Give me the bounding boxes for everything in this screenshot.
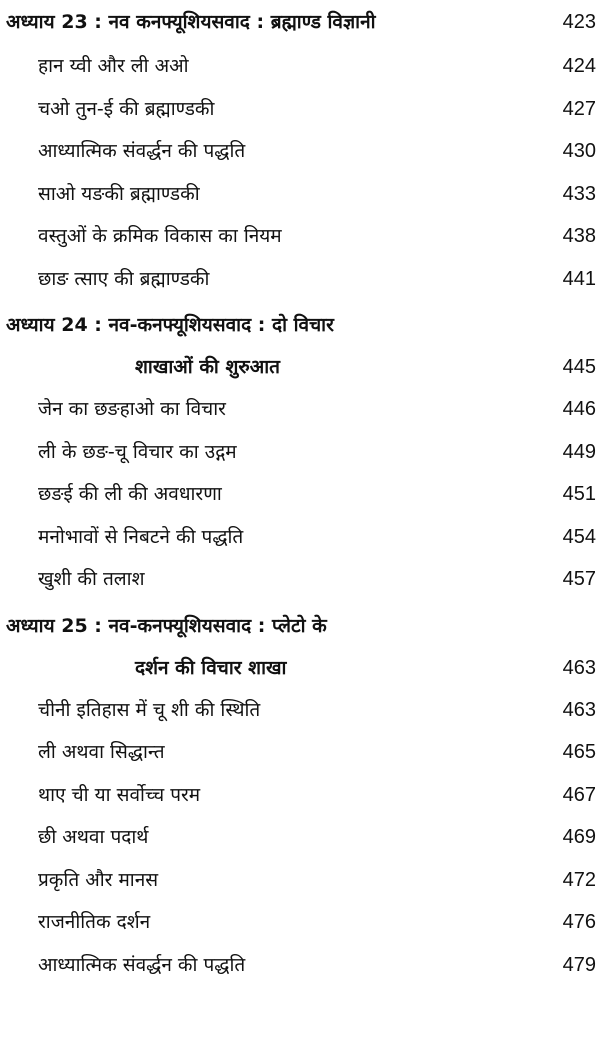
section-title: ली अथवा सिद्धान्त [38,741,165,763]
toc-entry [0,45,600,88]
chapter-heading [0,605,600,689]
toc-entry [0,388,600,431]
toc-entry [0,689,600,732]
section-title: राजनीतिक दर्शन [38,911,151,933]
section-title: आध्यात्मिक संवर्द्धन की पद्धति [38,953,246,976]
toc-entry [0,88,600,131]
section-title: जेन का छङहाओ का विचार [38,398,226,420]
section-title: चओ तुन-ई की ब्रह्माण्डकी [38,97,215,120]
section-page-number: 463 [562,698,596,721]
toc-entry [0,130,600,173]
section-title: आध्यात्मिक संवर्द्धन की पद्धति [38,140,246,162]
section-title: थाए ची या सर्वोच्च परम [38,783,201,806]
chapter-heading [0,304,600,388]
section-title: खुशी की तलाश [38,568,145,590]
chapter-title-line-1: अध्याय 25 : नव-कनफ्यूशियसवाद : प्लेटो के [6,614,327,637]
section-title: छाङ त्साए की ब्रह्माण्डकी [38,267,210,290]
toc-entry [0,173,600,216]
chapter-heading [0,0,600,45]
toc-entry [0,473,600,516]
section-title: मनोभावों से निबटने की पद्धति [38,525,244,548]
toc-entry [0,258,600,301]
chapter-title-line-1: अध्याय 24 : नव-कनफ्यूशियसवाद : दो विचार [6,314,334,336]
toc-entry [0,901,600,944]
toc-entry [0,816,600,859]
section-title: छी अथवा पदार्थ [38,826,149,848]
toc-entry [0,215,600,258]
section-title: हान य्वी और ली अओ [38,55,189,77]
chapter-title: अध्याय 23 : नव कनफ्यूशियसवाद : ब्रह्माण्ड विज्ञानी [6,11,376,33]
toc-entry [0,431,600,474]
section-page-number: 469 [562,826,596,848]
section-page-number: 446 [562,398,596,420]
section-page-number: 438 [562,225,596,247]
section-title: ली के छङ-चू विचार का उद्गम [38,440,237,463]
section-page-number: 433 [562,182,596,205]
section-page-number: 449 [562,440,596,463]
toc-entry [0,516,600,559]
section-page-number: 430 [562,140,596,162]
section-page-number: 451 [562,483,596,505]
section-title: चीनी इतिहास में चू शी की स्थिति [38,698,261,721]
section-page-number: 441 [562,267,596,290]
chapter-page-number: 463 [562,656,596,679]
section-page-number: 476 [562,911,596,933]
chapter-title-line-2: शाखाओं की शुरुआत [135,356,280,378]
toc-entry [0,859,600,902]
toc-entry [0,774,600,817]
section-page-number: 467 [562,783,596,806]
section-page-number: 479 [562,953,596,976]
toc-entry [0,944,600,987]
section-title: साओ यङकी ब्रह्माण्डकी [38,182,200,205]
section-page-number: 454 [562,525,596,548]
chapter-title-line-2: दर्शन की विचार शाखा [135,656,287,679]
chapter-page-number: 445 [562,356,596,378]
section-page-number: 465 [562,741,596,763]
section-page-number: 457 [562,568,596,590]
section-title: छङई की ली की अवधारणा [38,483,222,505]
chapter-page-number: 423 [562,11,596,33]
section-page-number: 427 [562,97,596,120]
toc-entry [0,558,600,601]
toc-entry [0,731,600,774]
section-title: प्रकृति और मानस [38,868,159,891]
section-title: वस्तुओं के क्रमिक विकास का नियम [38,225,282,247]
section-page-number: 472 [562,868,596,891]
section-page-number: 424 [562,55,596,77]
